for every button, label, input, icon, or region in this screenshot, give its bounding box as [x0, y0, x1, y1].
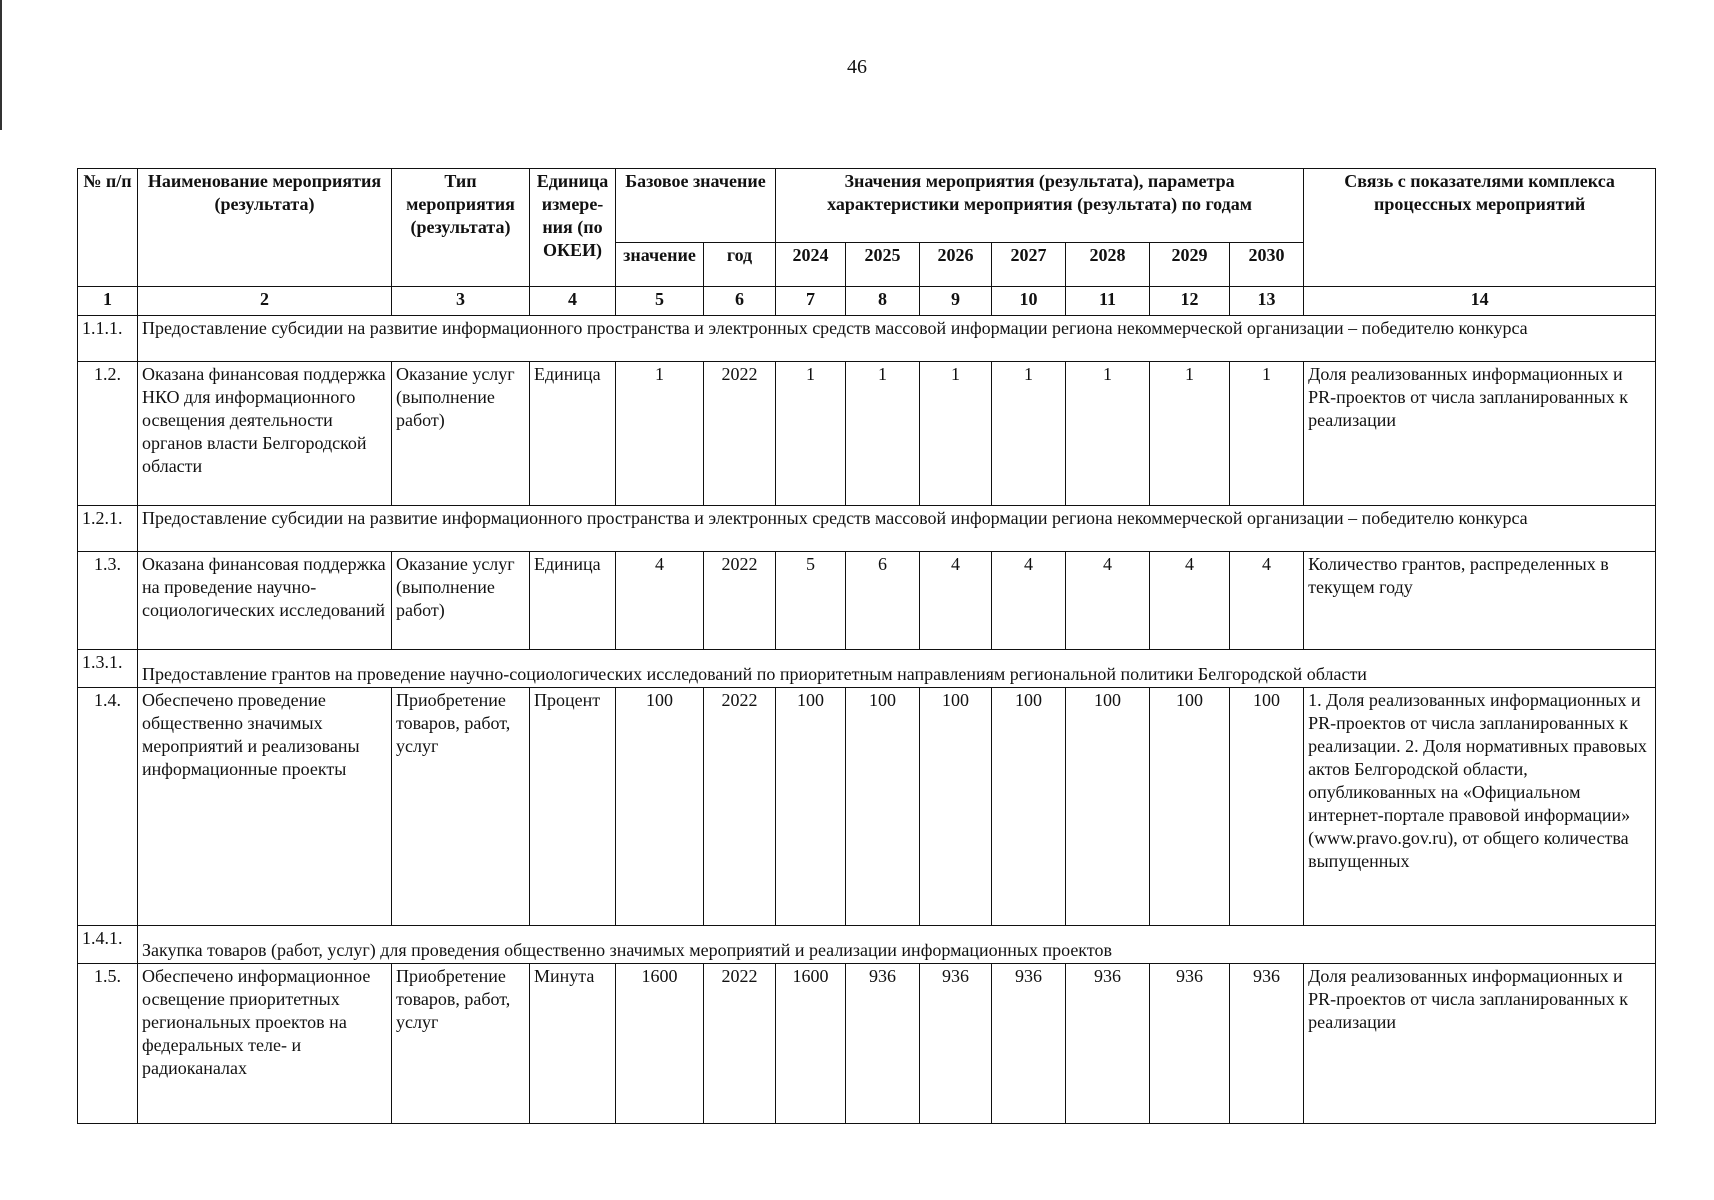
indicator-link: 1. Доля реализованных информационных и PR-проектов от числа запланированных к реализации. 2. Доля нормативных правовых актов Белгородской области, опубликованных на «Официальном интернет-портале правовой информации» (www.pravo.gov.ru), от общего количества выпущенных — [1304, 688, 1656, 926]
scan-edge-mark — [0, 0, 2, 130]
column-number: 8 — [846, 287, 920, 316]
column-number: 2 — [138, 287, 392, 316]
indicator-link: Количество грантов, распределенных в текущем году — [1304, 552, 1656, 650]
table-row — [78, 316, 1656, 362]
column-number: 9 — [920, 287, 992, 316]
row-number: 1.5. — [78, 964, 138, 1124]
base-value: 1600 — [616, 964, 704, 1124]
column-numbers-row — [78, 287, 1656, 316]
event-name: Оказана финансовая поддержка НКО для информационного освещения деятельности органов власти Белгородской области — [138, 362, 392, 506]
column-number: 3 — [392, 287, 530, 316]
year-value: 936 — [1150, 964, 1230, 1124]
row-number: 1.2. — [78, 362, 138, 506]
year-value: 936 — [846, 964, 920, 1124]
subsection-text: Закупка товаров (работ, услуг) для проведения общественно значимых мероприятий и реализации информационных проектов — [138, 926, 1656, 964]
column-number: 7 — [776, 287, 846, 316]
subsection-text: Предоставление грантов на проведение научно-социологических исследований по приоритетным направлениям региональной политики Белгородской области — [138, 650, 1656, 688]
base-year: 2022 — [704, 552, 776, 650]
table-row — [78, 964, 1656, 1124]
year-value: 1 — [920, 362, 992, 506]
header-year: 2025 — [846, 243, 920, 287]
base-value: 4 — [616, 552, 704, 650]
row-number: 1.4. — [78, 688, 138, 926]
event-type: Оказание услуг (выполнение работ) — [392, 362, 530, 506]
column-number: 5 — [616, 287, 704, 316]
column-number: 12 — [1150, 287, 1230, 316]
header-base: Базовое значение — [616, 169, 776, 243]
year-value: 936 — [992, 964, 1066, 1124]
event-unit: Процент — [530, 688, 616, 926]
column-number: 1 — [78, 287, 138, 316]
row-number: 1.4.1. — [78, 926, 138, 964]
event-type: Оказание услуг (выполнение работ) — [392, 552, 530, 650]
year-value: 1600 — [776, 964, 846, 1124]
year-value: 4 — [1066, 552, 1150, 650]
header-unit: Единица измере-ния (по ОКЕИ) — [530, 169, 616, 287]
year-value: 1 — [1066, 362, 1150, 506]
header-no: № п/п — [78, 169, 138, 287]
year-value: 100 — [846, 688, 920, 926]
year-value: 100 — [1230, 688, 1304, 926]
header-year: 2026 — [920, 243, 992, 287]
table-row — [78, 506, 1656, 552]
year-value: 100 — [992, 688, 1066, 926]
column-number: 4 — [530, 287, 616, 316]
subsection-text: Предоставление субсидии на развитие информационного пространства и электронных средств массовой информации региона некоммерческой организации – победителю конкурса — [138, 316, 1656, 362]
year-value: 6 — [846, 552, 920, 650]
table-row — [78, 650, 1656, 688]
base-year: 2022 — [704, 362, 776, 506]
year-value: 1 — [992, 362, 1066, 506]
year-value: 1 — [1150, 362, 1230, 506]
year-value: 100 — [776, 688, 846, 926]
base-year: 2022 — [704, 688, 776, 926]
row-number: 1.2.1. — [78, 506, 138, 552]
year-value: 1 — [846, 362, 920, 506]
table-row — [78, 688, 1656, 926]
event-unit: Единица — [530, 552, 616, 650]
header-year: 2027 — [992, 243, 1066, 287]
table-header — [78, 169, 1656, 316]
header-name: Наименование мероприятия (результата) — [138, 169, 392, 287]
base-value: 1 — [616, 362, 704, 506]
page-number: 46 — [847, 56, 867, 78]
indicator-link: Доля реализованных информационных и PR-проектов от числа запланированных к реализации — [1304, 964, 1656, 1124]
event-name: Оказана финансовая поддержка на проведение научно-социологических исследований — [138, 552, 392, 650]
column-number: 13 — [1230, 287, 1304, 316]
base-value: 100 — [616, 688, 704, 926]
column-number: 6 — [704, 287, 776, 316]
table-row — [78, 362, 1656, 506]
header-base-year: год — [704, 243, 776, 287]
header-values: Значения мероприятия (результата), параметра характеристики мероприятия (результата) по годам — [776, 169, 1304, 243]
year-value: 5 — [776, 552, 846, 650]
year-value: 4 — [1230, 552, 1304, 650]
column-number: 10 — [992, 287, 1066, 316]
row-number: 1.3.1. — [78, 650, 138, 688]
event-name: Обеспечено информационное освещение приоритетных региональных проектов на федеральных теле- и радиоканалах — [138, 964, 392, 1124]
header-type: Тип мероприятия (результата) — [392, 169, 530, 287]
row-number: 1.1.1. — [78, 316, 138, 362]
year-value: 100 — [920, 688, 992, 926]
header-link: Связь с показателями комплекса процессных мероприятий — [1304, 169, 1656, 287]
event-name: Обеспечено проведение общественно значимых мероприятий и реализованы информационные проекты — [138, 688, 392, 926]
indicator-link: Доля реализованных информационных и PR-проектов от числа запланированных к реализации — [1304, 362, 1656, 506]
column-number: 11 — [1066, 287, 1150, 316]
event-type: Приобретение товаров, работ, услуг — [392, 964, 530, 1124]
table-row — [78, 926, 1656, 964]
base-year: 2022 — [704, 964, 776, 1124]
header-year: 2029 — [1150, 243, 1230, 287]
year-value: 936 — [1066, 964, 1150, 1124]
event-unit: Минута — [530, 964, 616, 1124]
event-unit: Единица — [530, 362, 616, 506]
year-value: 4 — [1150, 552, 1230, 650]
event-type: Приобретение товаров, работ, услуг — [392, 688, 530, 926]
year-value: 4 — [920, 552, 992, 650]
row-number: 1.3. — [78, 552, 138, 650]
year-value: 936 — [1230, 964, 1304, 1124]
year-value: 4 — [992, 552, 1066, 650]
column-number: 14 — [1304, 287, 1656, 316]
subsection-text: Предоставление субсидии на развитие информационного пространства и электронных средств массовой информации региона некоммерческой организации – победителю конкурса — [138, 506, 1656, 552]
header-base-value: значение — [616, 243, 704, 287]
year-value: 100 — [1066, 688, 1150, 926]
year-value: 1 — [776, 362, 846, 506]
year-value: 936 — [920, 964, 992, 1124]
year-value: 100 — [1150, 688, 1230, 926]
header-year: 2028 — [1066, 243, 1150, 287]
table-row — [78, 552, 1656, 650]
events-table — [77, 168, 1656, 1124]
header-year: 2030 — [1230, 243, 1304, 287]
year-value: 1 — [1230, 362, 1304, 506]
header-year: 2024 — [776, 243, 846, 287]
